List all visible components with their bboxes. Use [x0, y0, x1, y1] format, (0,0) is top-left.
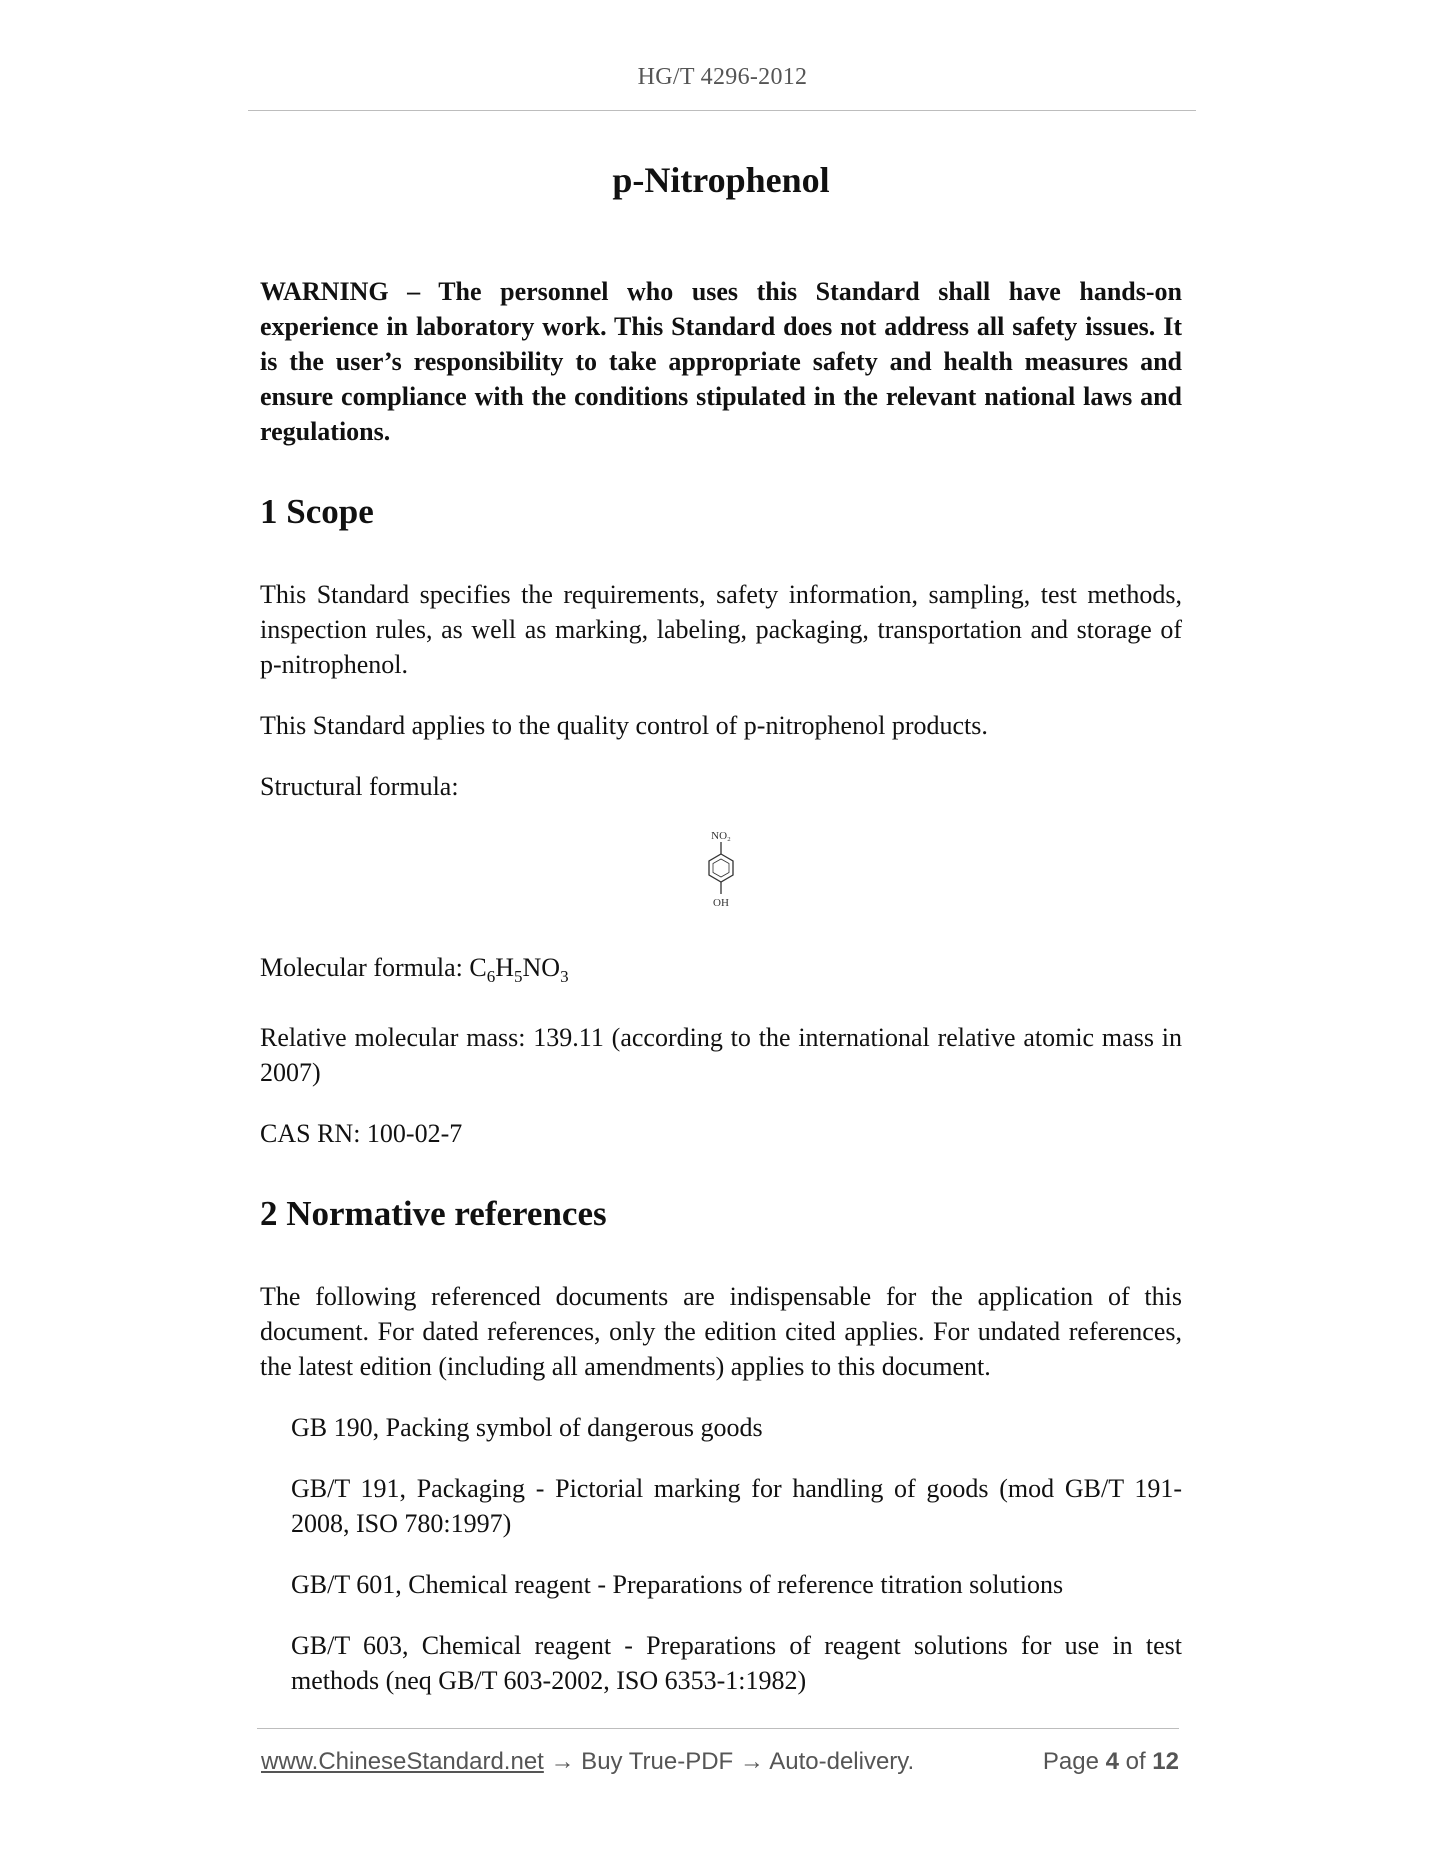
molecular-formula-value	[469, 953, 569, 987]
formula-no: NO	[522, 953, 561, 982]
footer-divider	[257, 1728, 1179, 1729]
reference-item: GB/T 191, Packaging - Pictorial marking for handling of goods (mod GB/T 191-2008, ISO 780:1997)	[291, 1474, 1182, 1539]
reference-item: GB/T 601, Chemical reagent - Preparations of reference titration solutions	[291, 1570, 1064, 1600]
scope-paragraph-2: This Standard applies to the quality control of p-nitrophenol products.	[260, 711, 988, 740]
reference-item: GB 190, Packing symbol of dangerous goods	[291, 1413, 763, 1443]
formula-bottom-group: OH	[713, 897, 729, 909]
structural-formula-label: Structural formula:	[260, 772, 459, 801]
cas-number: CAS RN: 100-02-7	[260, 1119, 463, 1149]
formula-c: C	[469, 953, 487, 982]
page-of-word: of	[1118, 1748, 1153, 1775]
current-page-number: 4	[1105, 1748, 1119, 1775]
page-word: Page	[1042, 1748, 1106, 1775]
molecular-formula-line	[260, 950, 1182, 994]
footer-promo	[261, 1748, 914, 1776]
page-footer	[261, 1748, 1179, 1788]
page-content	[260, 150, 1182, 1698]
formula-no-subscript: 3	[560, 967, 569, 987]
total-page-count: 12	[1152, 1748, 1179, 1775]
section-heading-scope: 1 Scope	[260, 492, 374, 531]
formula-h-subscript: 5	[514, 967, 523, 987]
footer-tagline: → Buy True-PDF → Auto-delivery.	[543, 1748, 915, 1775]
formula-c-subscript: 6	[486, 967, 496, 987]
relative-molecular-mass: Relative molecular mass: 139.11 (according to the international relative atomic mass in 2007)	[260, 1023, 1182, 1088]
reference-item: GB/T 603, Chemical reagent - Preparations of reagent solutions for use in test methods (neq GB/T 603-2002, ISO 6353-1:1982)	[291, 1631, 1182, 1696]
formula-h: H	[495, 953, 514, 982]
website-link[interactable]: www.ChineseStandard.net	[261, 1748, 544, 1775]
scope-paragraph-1: This Standard specifies the requirements, safety information, sampling, test methods, inspection rules, as well as marking, labeling, packaging, transportation and storage of p-nitrophenol.	[260, 580, 1182, 679]
section-heading-normative-references: 2 Normative references	[260, 1194, 607, 1234]
document-title: p-Nitrophenol	[612, 160, 830, 200]
formula-top-group: NO₂	[711, 830, 731, 842]
header-divider	[248, 110, 1196, 111]
page-indicator	[1043, 1748, 1179, 1776]
structural-formula-figure	[691, 828, 751, 920]
document-code-header: HG/T 4296-2012	[637, 64, 808, 90]
molecular-formula-label: Molecular formula:	[260, 953, 470, 982]
warning-paragraph: WARNING – The personnel who uses this Standard shall have hands-on experience in laboratory work. This Standard does not address all safety issues. It is the user’s responsibility to take appropriate safety and health measures and ensure compliance with the conditions stipulated in the relevant national laws and regulations.	[260, 277, 1182, 446]
references-intro: The following referenced documents are indispensable for the application of this document. For dated references, only the edition cited applies. For undated references, the latest edition (including all amendments) applies to this document.	[260, 1282, 1182, 1382]
